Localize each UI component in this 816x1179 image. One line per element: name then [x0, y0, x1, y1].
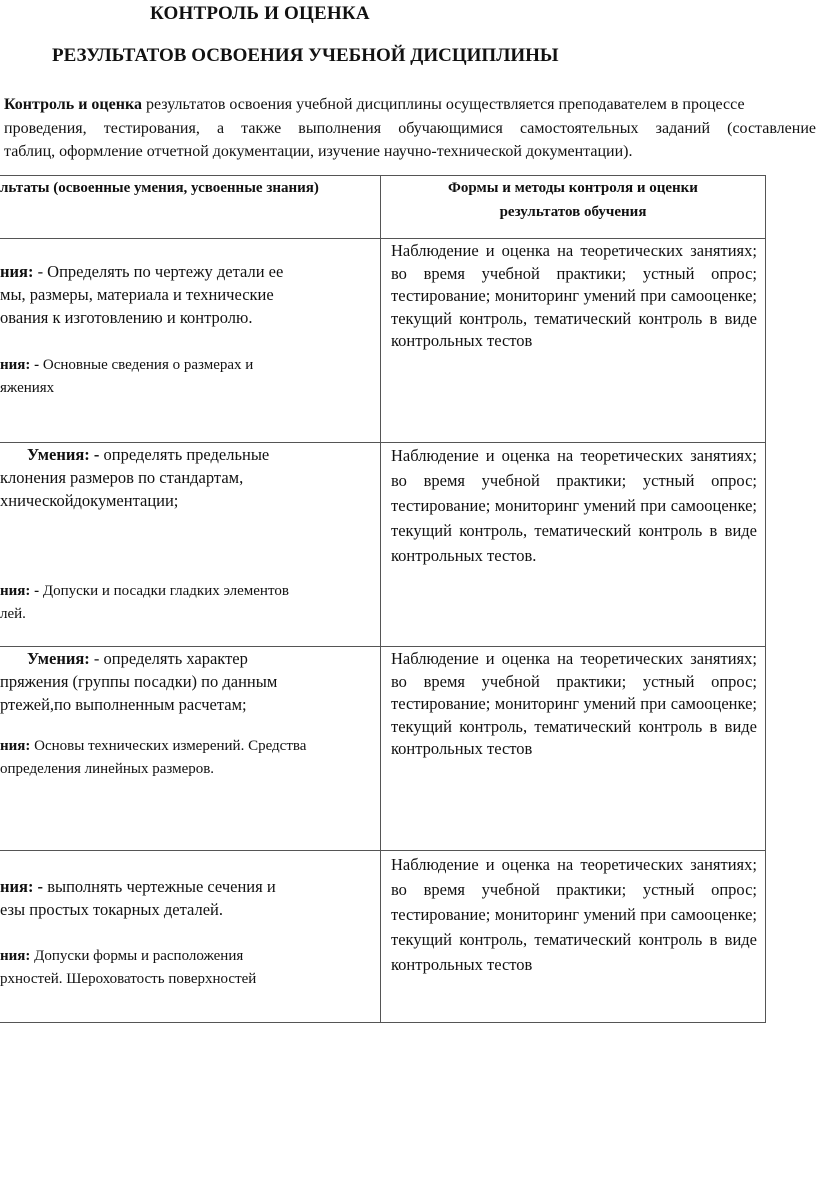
intro-line-1: Контроль и оценка результатов освоения учебной дисциплины осуществляется преподавателем в процессе: [4, 96, 745, 113]
page-title-line1: КОНТРОЛЬ И ОЦЕНКА: [150, 3, 370, 24]
intro-line-3: таблиц, оформление отчетной документации, изучение научно-технической документации).: [4, 143, 633, 160]
header-cell-methods: Формы и методы контроля и оценки результатов обучения: [448, 180, 698, 220]
methods-cell: Наблюдение и оценка на теоретических занятиях; во время учебной практики; устный опрос; тестирование; мониторинг умений при самооценке; текущий контроль, тематический контроль в виде контрольных тестов: [391, 241, 757, 350]
table-row: ния: - выполнять чертежные сечения и езы простых токарных деталей. ния: Допуски формы и расположения рхностей. Шероховатость поверхностей: [0, 877, 276, 987]
table-border-right: [765, 175, 766, 1023]
results-table: [0, 175, 766, 1023]
methods-cell: Наблюдение и оценка на теоретических занятиях; во время учебной практики; устный опрос; тестирование; мониторинг умений при самооценке; текущий контроль, тематический контроль в виде контрольных тестов: [391, 855, 757, 974]
methods-cell: Наблюдение и оценка на теоретических занятиях; во время учебной практики; устный опрос; тестирование; мониторинг умений при самооценке; текущий контроль, тематический контроль в виде контрольных тестов.: [391, 446, 757, 565]
header-cell-results: льтаты (освоенные умения, усвоенные знания): [0, 180, 319, 196]
table-row: ния: - Определять по чертежу детали ее мы, размеры, материала и технические ования к изготовлению и контролю. ния: - Основные сведения о размерах и яжениях: [0, 262, 284, 396]
table-row: Умения: - определять характер пряжения (группы посадки) по данным ртежей,по выполненным расчетам; ния: Основы технических измерений. Средства определения линейных размеров.: [0, 649, 307, 777]
table-border-bottom: [0, 1022, 766, 1023]
intro-bold-lead: Контроль и оценка: [4, 96, 142, 113]
table-row: Умения: - определять предельные клонения размеров по стандартам, хническойдокументации; ния: - Допуски и посадки гладких элементов лей.: [0, 445, 289, 622]
table-divider-vertical: [380, 175, 381, 1023]
methods-cell: Наблюдение и оценка на теоретических занятиях; во время учебной практики; устный опрос; тестирование; мониторинг умений при самооценке; текущий контроль, тематический контроль в виде контрольных тестов: [391, 649, 757, 758]
page-title-line2: РЕЗУЛЬТАТОВ ОСВОЕНИЯ УЧЕБНОЙ ДИСЦИПЛИНЫ: [52, 45, 559, 66]
intro-line-2: проведения, тестирования, а также выполнения обучающимися самостоятельных заданий (составление: [4, 119, 816, 137]
intro-paragraph: [4, 93, 816, 164]
